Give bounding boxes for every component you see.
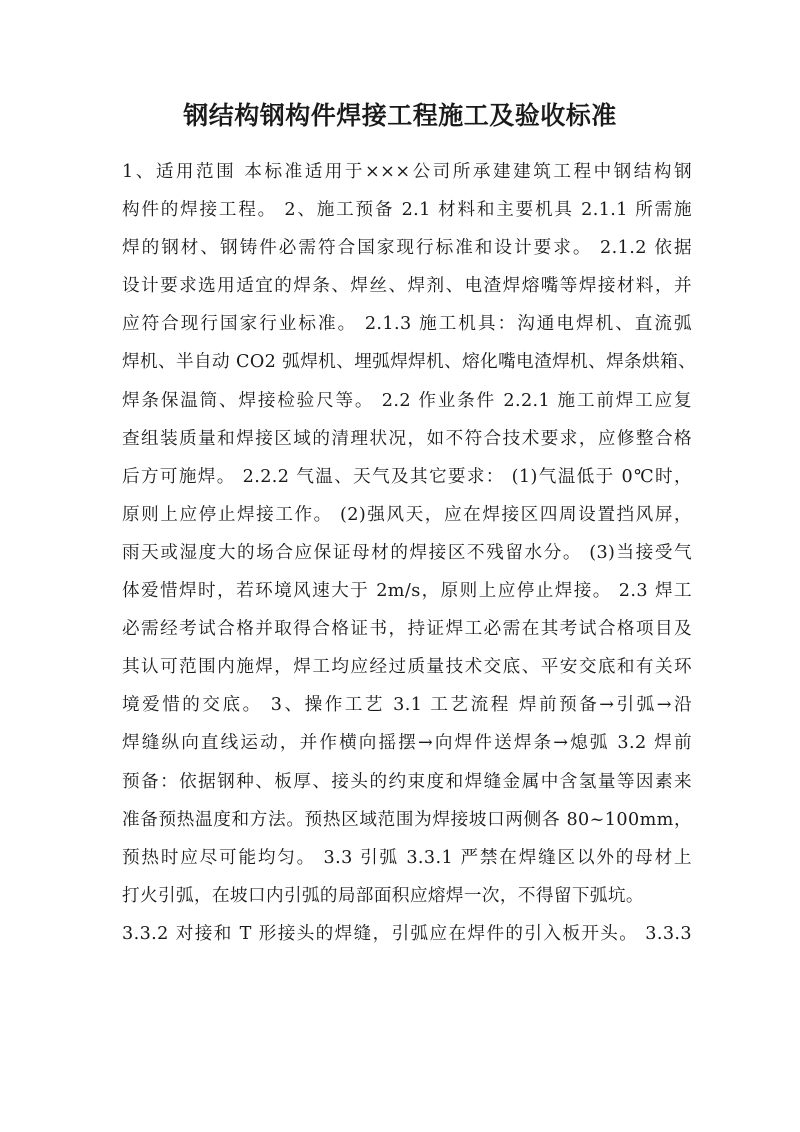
body-line: 必需经考试合格并取得合格证书，持证焊工必需在其考试合格项目及 xyxy=(122,619,692,640)
body-line: 体爱惜焊时，若环境风速大于 2m/s，原则上应停止焊接。 2.3 焊工 xyxy=(122,581,692,602)
body-line: 查组装质量和焊接区域的清理状况，如不符合技术要求，应修整合格 xyxy=(122,428,692,449)
body-line: 境爱惜的交底。 3、操作工艺 3.1 工艺流程 焊前预备→引弧→沿 xyxy=(122,695,692,716)
body-line: 后方可施焊。 2.2.2 气温、天气及其它要求： (1)气温低于 0℃时， xyxy=(122,466,692,487)
body-line: 准备预热温度和方法。预热区域范围为焊接坡口两侧各 80~100mm， xyxy=(122,809,692,830)
body-line: 焊缝纵向直线运动，并作横向摇摆→向焊件送焊条→熄弧 3.2 焊前 xyxy=(122,733,692,754)
body-line: 雨天或湿度大的场合应保证母材的焊接区不残留水分。 (3)当接受气 xyxy=(122,542,692,563)
document-title: 钢结构钢构件焊接工程施工及验收标准 xyxy=(183,101,617,130)
body-line: 原则上应停止焊接工作。 (2)强风天，应在焊接区四周设置挡风屏， xyxy=(122,504,692,525)
body-line: 其认可范围内施焊，焊工均应经过质量技术交底、平安交底和有关环 xyxy=(122,657,692,678)
body-line: 预热时应尽可能均匀。 3.3 引弧 3.3.1 严禁在焊缝区以外的母材上 xyxy=(122,847,692,868)
body-line: 应符合现行国家行业标准。 2.1.3 施工机具：沟通电焊机、直流弧 xyxy=(122,314,692,335)
body-line: 预备：依据钢种、板厚、接头的约束度和焊缝金属中含氢量等因素来 xyxy=(122,771,692,792)
body-line: 焊机、半自动 CO2 弧焊机、埋弧焊焊机、熔化嘴电渣焊机、焊条烘箱、 xyxy=(122,352,697,373)
body-line: 1、适用范围 本标准适用于×××公司所承建建筑工程中钢结构钢 xyxy=(122,162,692,182)
body-line: 设计要求选用适宜的焊条、焊丝、焊剂、电渣焊熔嘴等焊接材料，并 xyxy=(122,276,692,297)
document-body xyxy=(122,153,697,953)
body-line: 打火引弧，在坡口内引弧的局部面积应熔焊一次，不得留下弧坑。 xyxy=(122,885,644,906)
body-line: 构件的焊接工程。 2、施工预备 2.1 材料和主要机具 2.1.1 所需施 xyxy=(122,200,692,221)
body-line: 3.3.2 对接和 T 形接头的焊缝，引弧应在焊件的引入板开头。 3.3.3 xyxy=(122,923,692,944)
body-line: 焊条保温筒、焊接检验尺等。 2.2 作业条件 2.2.1 施工前焊工应复 xyxy=(122,390,692,411)
body-line: 焊的钢材、钢铸件必需符合国家现行标准和设计要求。 2.1.2 依据 xyxy=(122,238,692,259)
